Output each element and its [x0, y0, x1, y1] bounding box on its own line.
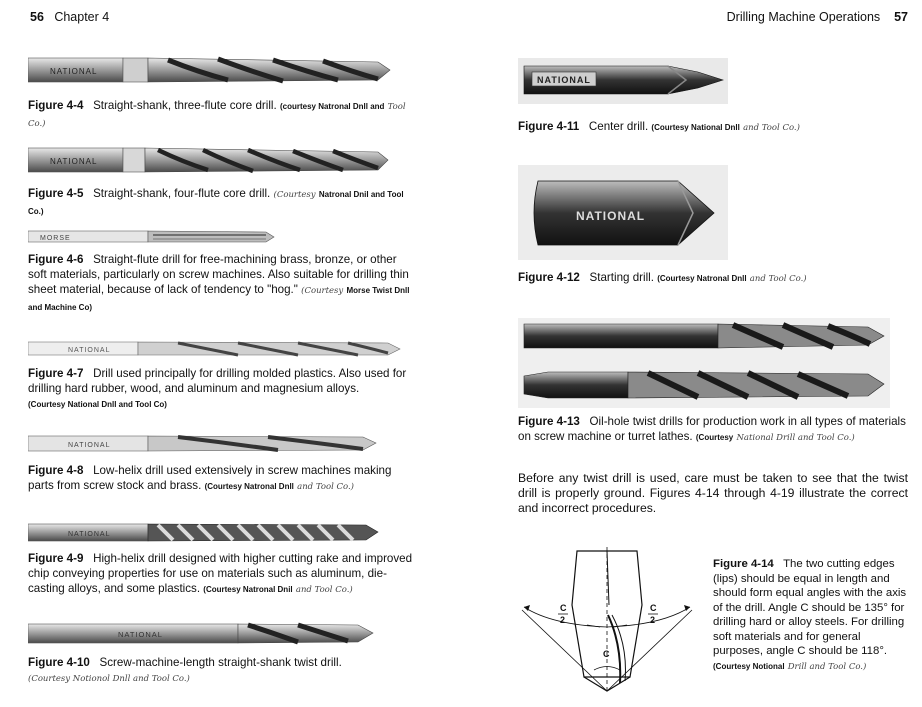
drill-brand-label: NATIONAL	[68, 442, 111, 449]
drill-brand-label: NATIONAL	[537, 75, 591, 85]
figure-4-9-drill-image	[28, 520, 388, 546]
half-angle-right-den: 2	[650, 615, 656, 625]
figure-4-7-caption	[28, 366, 418, 412]
figure-4-10-drill-image	[28, 620, 383, 648]
figure-credit: (Courtesy Natronal Dnll	[657, 274, 747, 283]
figure-4-11-drill-image	[518, 58, 728, 104]
drill-brand-label: NATIONAL	[118, 630, 163, 639]
figure-4-4-caption	[28, 98, 418, 132]
figure-4-12-drill-image	[518, 165, 728, 260]
drill-brand-label: NATIONAL	[50, 157, 98, 166]
figure-credit: (Courtesy National Dnll and Tool Co)	[28, 400, 167, 409]
figure-label: Figure 4-11	[518, 120, 580, 133]
figure-4-9-caption	[28, 551, 413, 598]
left-page-header	[30, 10, 109, 24]
figure-4-12-caption	[518, 270, 908, 287]
half-angle-left-num: C	[560, 603, 567, 613]
figure-4-4-drill-image	[28, 52, 398, 90]
figure-label: Figure 4-13	[518, 415, 580, 428]
figure-4-7-drill-image	[28, 338, 408, 360]
figure-credit: (Courtesy	[273, 190, 316, 200]
figure-text: Screw-machine-length straight-shank twist drill.	[99, 656, 342, 669]
figure-text: Oil-hole twist drills for production work in all types of materials on screw machine or turret lathes.	[518, 415, 906, 443]
figure-credit-bold: Morse Twist Dnll and Machine Co)	[28, 286, 410, 312]
figure-label: Figure 4-12	[518, 271, 580, 284]
figure-label: Figure 4-9	[28, 552, 84, 565]
figure-4-13-drills-image	[518, 318, 890, 408]
figure-text: Drill used principally for drilling molded plastics. Also used for drilling hard rubber, wood, and aluminum and magnesium alloys.	[28, 367, 407, 395]
figure-label: Figure 4-5	[28, 187, 84, 200]
figure-text: Starting drill.	[589, 271, 654, 284]
figure-text: Straight-shank, three-flute core drill.	[93, 99, 277, 112]
figure-4-6-drill-image	[28, 227, 278, 247]
figure-text: The two cutting edges (lips) should be equal in length and should form equal angles with the axis of the drill. Angle C should be 135° for drilling hard or alloy steels. For drilling soft materials and for general purposes, angle C should be 118°.	[713, 558, 907, 657]
drill-brand-label: NATIONAL	[50, 67, 98, 76]
left-page-number: 56	[30, 10, 44, 24]
figure-4-10-caption	[28, 655, 413, 687]
figure-credit-italic: Tool Co.)	[28, 102, 406, 129]
figure-credit: (Courtesy	[695, 433, 734, 442]
figure-text: Straight-shank, four-flute core drill.	[93, 187, 271, 200]
figure-label: Figure 4-10	[28, 656, 90, 669]
left-chapter-title: Chapter 4	[54, 10, 110, 24]
figure-4-11-caption	[518, 119, 908, 136]
figure-label: Figure 4-4	[28, 99, 84, 112]
figure-text: Straight-flute drill for free-machining brass, bronze, or other soft materials, particularly on screw machines. Also suitable for drilling thin sheet material, because of lack of tendency to "hog."	[28, 253, 409, 296]
figure-label: Figure 4-14	[713, 558, 774, 570]
figure-credit-italic: and Tool Co.)	[295, 585, 353, 595]
drill-brand-label: NATIONAL	[68, 531, 111, 538]
figure-credit-bold: Natronal Dnil and Tool Co.)	[28, 190, 404, 216]
figure-credit: (Courtesy National Dnll	[651, 123, 740, 132]
figure-4-13-caption	[518, 414, 908, 446]
figure-4-8-caption	[28, 463, 413, 495]
figure-label: Figure 4-8	[28, 464, 84, 477]
body-paragraph: Before any twist drill is used, care must be taken to see that the twist drill is properly ground. Figures 4-14 through 4-19 illustrate the correct and incorrect procedures.	[518, 471, 908, 515]
figure-text: High-helix drill designed with higher cutting rake and improved chip conveying properties for use on materials such as aluminum, die-casting alloys, and some plastics.	[28, 552, 413, 595]
figure-4-5-drill-image	[28, 142, 398, 180]
figure-credit: (Courtesy Notionol Dnll and Tool Co.)	[28, 674, 190, 684]
figure-4-14-diagram	[512, 545, 704, 695]
figure-credit: (courtesy Natronal Dnll and	[279, 102, 385, 111]
figure-credit: (Courtesy Natronal Dnil	[203, 585, 293, 594]
half-angle-left-den: 2	[560, 615, 566, 625]
right-page-header	[727, 10, 908, 24]
figure-credit-italic: and Tool Co.)	[749, 274, 807, 284]
right-page-number: 57	[894, 10, 908, 24]
drill-brand-label: MORSE	[40, 235, 71, 242]
half-angle-right-num: C	[650, 603, 657, 613]
figure-4-6-caption	[28, 252, 413, 315]
drill-brand-label: NATIONAL	[576, 209, 646, 223]
drill-brand-label: NATIONAL	[68, 347, 111, 354]
angle-c-label: C	[603, 649, 610, 659]
figure-label: Figure 4-7	[28, 367, 84, 380]
figure-text: Center drill.	[588, 120, 649, 133]
figure-credit: (Courtesy	[301, 286, 344, 296]
figure-credit-italic: National Drill and Tool Co.)	[736, 433, 855, 443]
figure-4-14-caption	[713, 557, 908, 674]
figure-text: Low-helix drill used extensively in screw machines making parts from screw stock and brass.	[28, 464, 392, 492]
figure-credit: (Courtesy Natronal Dnll	[204, 482, 294, 491]
figure-4-8-drill-image	[28, 432, 383, 456]
right-section-title: Drilling Machine Operations	[726, 10, 881, 24]
figure-credit-italic: Drill and Tool Co.)	[787, 661, 867, 672]
figure-credit: (Courtesy Notional	[713, 661, 785, 671]
figure-4-5-caption	[28, 186, 418, 219]
figure-credit-italic: and Tool Co.)	[297, 482, 354, 492]
figure-credit-italic: and Tool Co.)	[743, 123, 800, 133]
figure-label: Figure 4-6	[28, 253, 84, 266]
